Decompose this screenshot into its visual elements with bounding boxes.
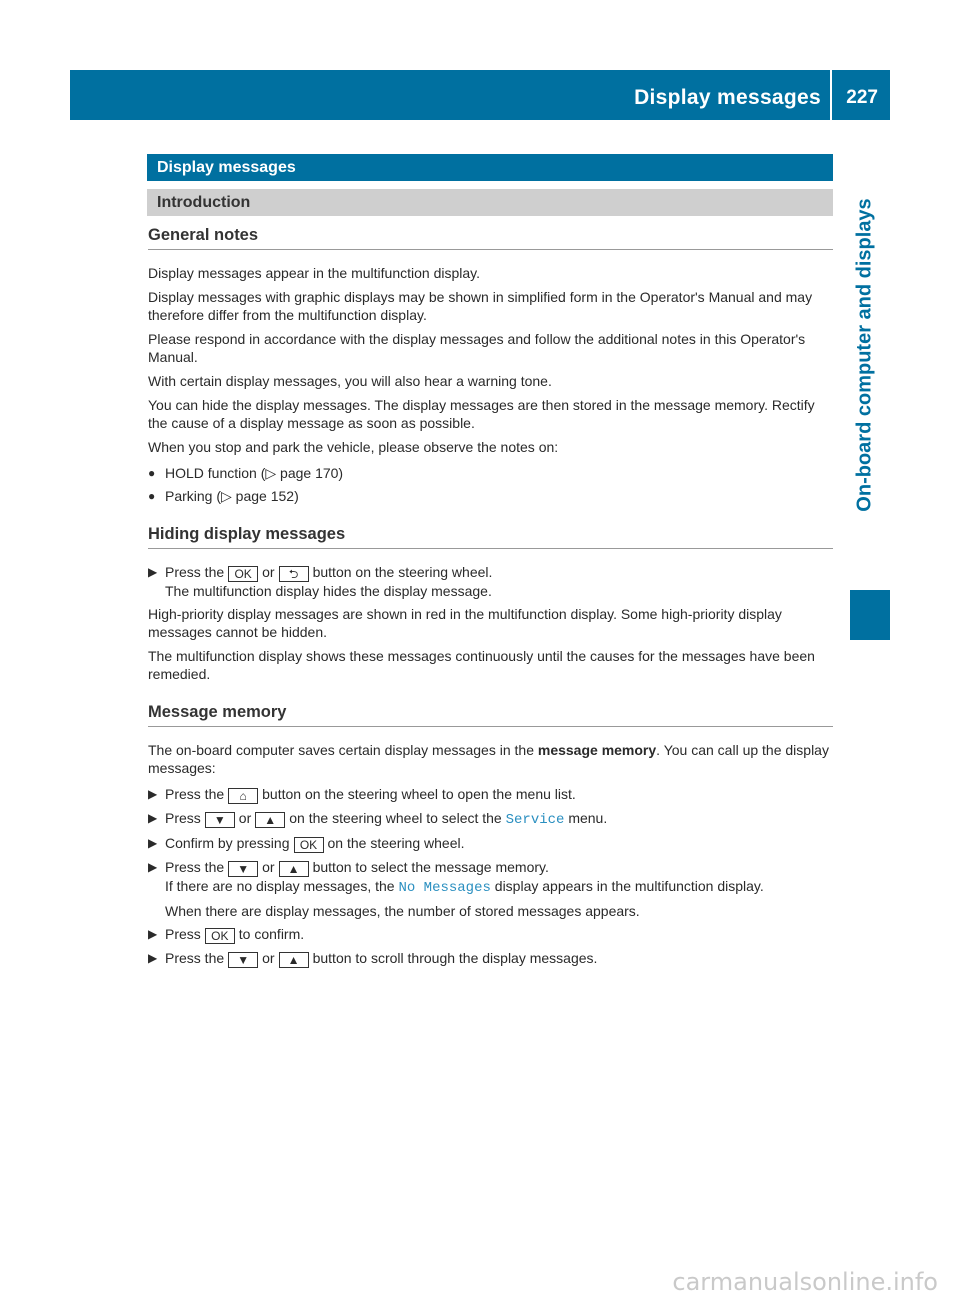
hold-function-link[interactable]: HOLD function (▷ page 170) [165, 465, 344, 481]
step-text: Confirm by pressing [165, 835, 290, 851]
paragraph: Display messages with graphic displays may be shown in simplified form in the Operator's Manual and may therefore differ from the multifunction display. [148, 289, 813, 323]
down-key-icon: ▼ [228, 861, 258, 877]
paragraph [148, 741, 833, 777]
instruction-step [148, 809, 833, 829]
hiding-heading: Hiding display messages [148, 525, 833, 549]
side-tab-label: On-board computer and displays [853, 198, 876, 512]
paragraph: With certain display messages, you will also hear a warning tone. [148, 373, 552, 389]
step-text: menu. [568, 810, 608, 826]
step-text: Press the [165, 786, 225, 802]
paragraph: Please respond in accordance with the display messages and follow the additional notes in this Operator's Manual. [148, 331, 806, 365]
step-result: When there are display messages, the number of stored messages appears. [165, 903, 640, 919]
watermark: carmanualsonline.info [672, 1268, 938, 1296]
page-number: 227 [846, 87, 878, 108]
step-text: button to select the message memory. [312, 859, 549, 875]
paragraph: You can hide the display messages. The display messages are then stored in the message memory. Rectify the cause of a display message as soon as possible. [148, 397, 815, 431]
step-text: on the steering wheel. [327, 835, 465, 851]
step-arrow-icon: ▶ [148, 565, 158, 579]
down-key-icon: ▼ [205, 812, 235, 828]
hiding-section [148, 525, 833, 683]
instruction-step [148, 925, 833, 944]
step-text: to confirm. [238, 926, 305, 942]
up-key-icon: ▲ [279, 952, 309, 968]
step-text: button to scroll through the display messages. [312, 950, 598, 966]
step-text: Press the [165, 859, 225, 875]
step-text: or [262, 564, 275, 580]
paragraph: High-priority display messages are shown in red in the multifunction display. Some high-priority display messages cannot be hidden. [148, 606, 782, 640]
step-result: If there are no display messages, the [165, 878, 395, 894]
ok-key-icon: OK [228, 566, 258, 582]
step-text: Press [165, 810, 201, 826]
step-result: display appears in the multifunction display. [494, 878, 764, 894]
header-title: Display messages [634, 86, 821, 109]
subsection-title: Introduction [147, 189, 833, 216]
parking-link[interactable]: Parking (▷ page 152) [165, 488, 299, 504]
back-key-icon: ⮌ [279, 566, 309, 582]
instruction-step [148, 834, 833, 853]
paragraph: Display messages appear in the multifunction display. [148, 265, 481, 281]
instruction-step [148, 858, 833, 920]
intro-bold-term: message memory [537, 742, 657, 758]
side-tab [841, 120, 890, 590]
no-messages-label: No Messages [398, 880, 491, 896]
step-text: button on the steering wheel. [312, 564, 493, 580]
ok-key-icon: OK [205, 928, 235, 944]
step-text: or [262, 950, 275, 966]
general-notes-heading: General notes [148, 226, 833, 250]
step-arrow-icon: ▶ [148, 787, 158, 801]
instruction-step [148, 563, 833, 600]
home-key-icon: ⌂ [228, 788, 258, 804]
paragraph: The multifunction display shows these messages continuously until the causes for the messages have been remedied. [148, 648, 815, 682]
step-arrow-icon: ▶ [148, 927, 158, 941]
up-key-icon: ▲ [255, 812, 285, 828]
memory-heading: Message memory [148, 703, 833, 727]
general-notes-section [148, 226, 833, 505]
memory-section [148, 703, 833, 968]
step-arrow-icon: ▶ [148, 951, 158, 965]
bullet-icon: ● [148, 466, 156, 480]
down-key-icon: ▼ [228, 952, 258, 968]
up-key-icon: ▲ [279, 861, 309, 877]
instruction-step [148, 949, 833, 968]
page-content [148, 154, 833, 973]
service-menu-label: Service [505, 812, 565, 828]
step-text: Press [165, 926, 201, 942]
step-text: Press the [165, 564, 225, 580]
ok-key-icon: OK [294, 837, 324, 853]
side-tab-marker [850, 590, 890, 640]
step-arrow-icon: ▶ [148, 811, 158, 825]
step-text: or [262, 859, 275, 875]
page-header [70, 70, 890, 120]
intro-text: . You can call up the display messages: [148, 742, 829, 776]
step-text: Press the [165, 950, 225, 966]
intro-text: The on-board computer saves certain display messages in the [148, 742, 534, 758]
instruction-step [148, 785, 833, 804]
paragraph: When you stop and park the vehicle, please observe the notes on: [148, 439, 559, 455]
list-item [148, 487, 833, 505]
step-text: or [238, 810, 252, 826]
step-result: The multifunction display hides the display message. [165, 583, 492, 599]
bullet-icon: ● [148, 489, 156, 503]
step-text: on the steering wheel to select the [289, 810, 502, 826]
section-title: Display messages [147, 154, 833, 181]
list-item [148, 464, 833, 482]
header-separator [830, 70, 832, 120]
step-arrow-icon: ▶ [148, 836, 158, 850]
step-text: button on the steering wheel to open the menu list. [262, 786, 576, 802]
step-arrow-icon: ▶ [148, 860, 158, 874]
